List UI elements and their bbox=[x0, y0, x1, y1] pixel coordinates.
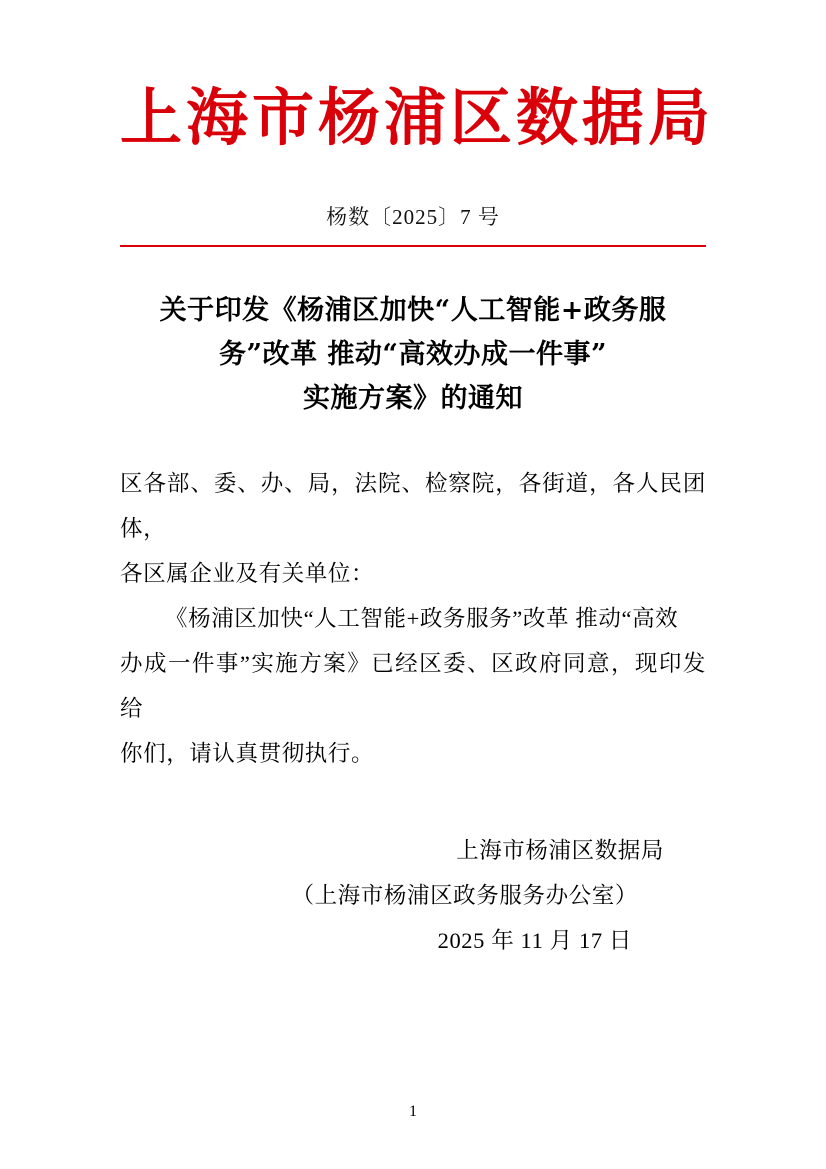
signature-date: 2025 年 11 月 17 日 bbox=[437, 927, 632, 953]
document-title-line-3: 实施方案》的通知 bbox=[303, 382, 523, 414]
document-number: 杨数〔2025〕7 号 bbox=[326, 205, 500, 230]
addressee-line-2: 各区属企业及有关单位： bbox=[120, 560, 375, 586]
document-title-line-2: 务”改革 推动“高效办成一件事” bbox=[219, 339, 607, 371]
red-separator-rule bbox=[120, 245, 706, 247]
signature-issuer: 上海市杨浦区数据局 bbox=[456, 837, 664, 863]
document-body bbox=[120, 461, 706, 776]
signature-block bbox=[120, 828, 706, 963]
page-number: 1 bbox=[409, 1103, 417, 1120]
issuing-organization-title: 上海市杨浦区数据局 bbox=[120, 81, 715, 154]
addressee-line-1: 区各部、委、办、局，法院、检察院，各街道，各人民团体， bbox=[120, 470, 706, 541]
document-title-line-1: 关于印发《杨浦区加快“人工智能+政务服 bbox=[159, 295, 667, 327]
body-paragraph-line-3: 你们，请认真贯彻执行。 bbox=[120, 740, 375, 766]
masthead bbox=[120, 0, 715, 154]
document-title bbox=[120, 289, 706, 420]
signature-office: （上海市杨浦区政务服务办公室） bbox=[291, 882, 638, 908]
body-paragraph-line-1: 《杨浦区加快“人工智能+政务服务”改革 推动“高效 bbox=[165, 605, 679, 631]
body-paragraph-line-2: 办成一件事”实施方案》已经区委、区政府同意，现印发给 bbox=[120, 650, 706, 721]
